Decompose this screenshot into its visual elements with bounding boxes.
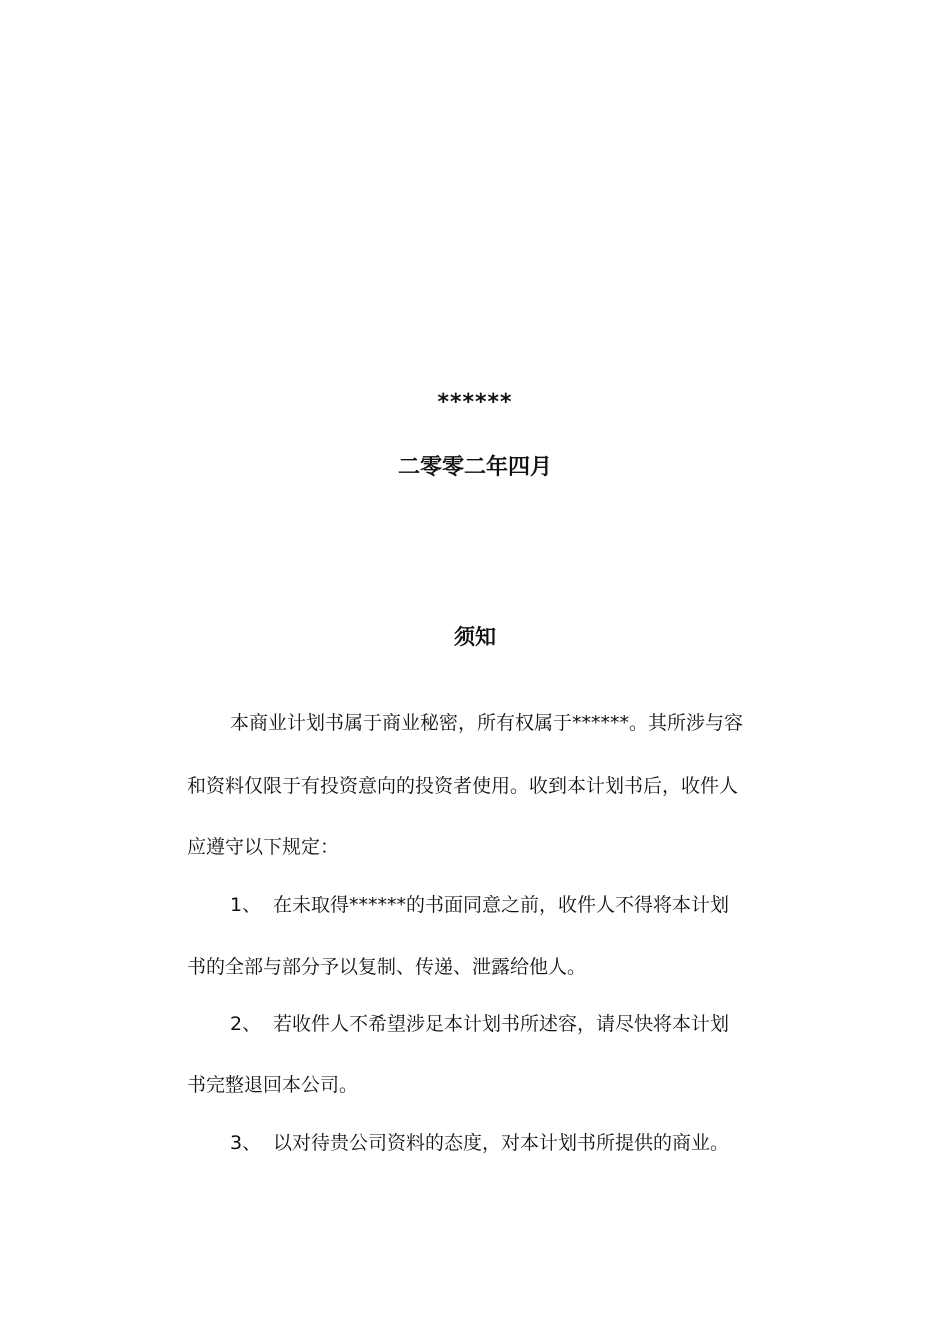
item-2-line-2: 书完整退回本公司。 <box>187 1074 359 1096</box>
intro-line-3: 应遵守以下规定： <box>187 836 340 858</box>
item-3-line-1: 以对待贵公司资料的态度，对本计划书所提供的商业。 <box>273 1132 730 1154</box>
company-name: ****** <box>437 390 513 415</box>
item-1-line-2: 书的全部与部分予以复制、传递、泄露给他人。 <box>187 956 587 978</box>
item-1-number: 1、 <box>230 894 262 916</box>
intro-line-2: 和资料仅限于有投资意向的投资者使用。收到本计划书后，收件人 <box>187 775 739 797</box>
item-2-line-1: 若收件人不希望涉足本计划书所述容，请尽快将本计划 <box>273 1013 730 1035</box>
document-date: 二零零二年四月 <box>397 455 552 480</box>
item-3-number: 3、 <box>230 1132 262 1154</box>
intro-line-1: 本商业计划书属于商业秘密，所有权属于******。其所涉与容 <box>230 712 744 734</box>
item-1-line-1: 在未取得******的书面同意之前，收件人不得将本计划 <box>273 894 730 916</box>
notice-title: 须知 <box>454 625 496 649</box>
item-2-number: 2、 <box>230 1013 262 1035</box>
